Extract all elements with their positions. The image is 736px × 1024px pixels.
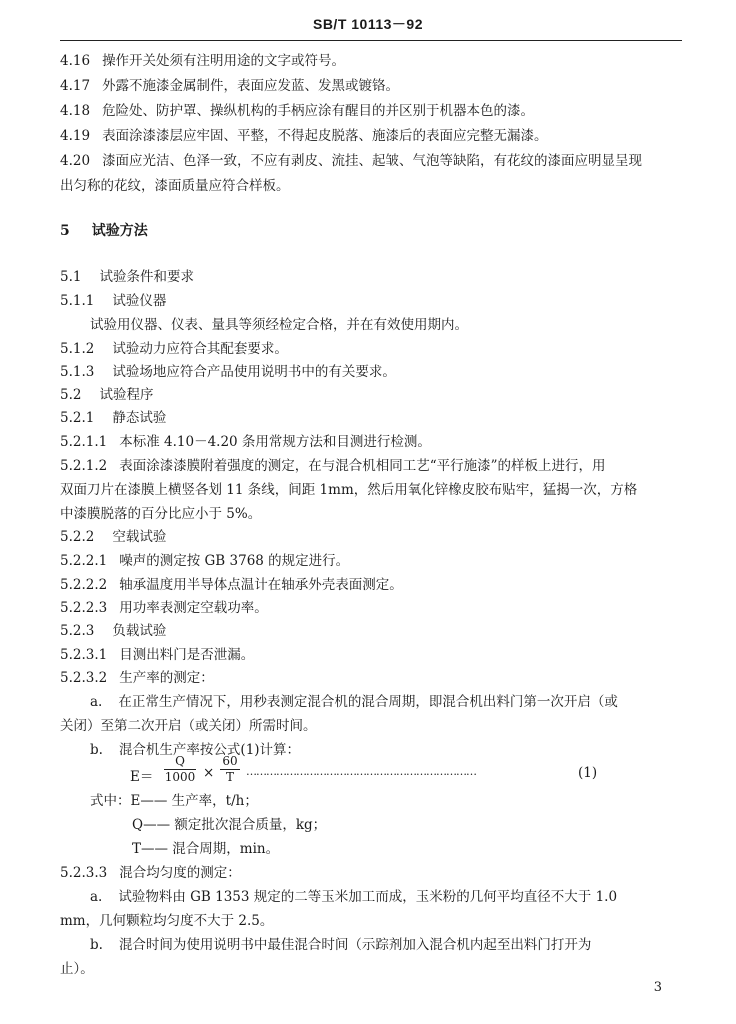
clause-5-2-1: [60, 409, 166, 427]
clause-text: 漆面应光洁、色泽一致，不应有剥皮、流挂、起皱、气泡等缺陷，有花纹的漆面应明显呈现: [102, 153, 643, 169]
clause-number: 5.2.3.1: [60, 647, 108, 663]
clause-text: 空载试验: [112, 529, 167, 545]
clause-number: 5.2.3.3: [60, 865, 108, 881]
clause-text: 轴承温度用半导体点温计在轴承外壳表面测定。: [119, 577, 403, 593]
clause-5-2: [60, 386, 153, 404]
clause-text: 负载试验: [112, 623, 167, 639]
fraction-denominator: T: [225, 770, 234, 784]
section-title: 试验方法: [91, 223, 148, 239]
clause-number: 5.2.1: [60, 410, 95, 426]
clause-text: 试验条件和要求: [99, 269, 194, 285]
equation-number: (1): [578, 765, 598, 781]
clause-number: 5.1.3: [60, 364, 95, 380]
fraction-numerator: Q: [175, 754, 185, 768]
clause-number: 5.2.3: [60, 623, 95, 639]
fraction-60-over-t: [220, 755, 240, 784]
clause-5-2-3-3: [60, 864, 241, 882]
where-e-text: E—— 生产率，t/h；: [130, 793, 258, 809]
where-intro: 式中：: [90, 793, 131, 809]
item-marker: b.: [90, 937, 103, 953]
clause-number: 5.2.3.2: [60, 670, 108, 686]
section-5-heading: [60, 222, 148, 240]
where-e: [90, 792, 258, 810]
clause-text: 生产率的测定：: [119, 670, 214, 686]
clause-number: 4.17: [60, 78, 91, 94]
clause-number: 4.16: [60, 53, 91, 69]
clause-5-2-2-2: [60, 576, 403, 594]
clause-5-2-2-3: [60, 599, 268, 617]
item-marker: a.: [90, 694, 103, 710]
clause-text: 静态试验: [112, 410, 167, 426]
clause-number: 5.1.1: [60, 293, 95, 309]
clause-5-1-2: [60, 340, 288, 358]
clause-5-2-3-1: [60, 646, 254, 664]
item-a-production-line2: 关闭）至第二次开启（或关闭）所需时间。: [60, 718, 317, 734]
fraction-numerator: 60: [222, 754, 238, 768]
section-number: 5: [60, 223, 70, 239]
clause-text: 混合均匀度的测定：: [119, 865, 241, 881]
clause-text: 试验动力应符合其配套要求。: [112, 341, 288, 357]
clause-4-20-continued: 出匀称的花纹，漆面质量应符合样板。: [60, 178, 290, 194]
clause-number: 5.2.1.2: [60, 458, 108, 474]
clause-5-2-3-2: [60, 669, 214, 687]
clause-5-1: [60, 268, 194, 286]
clause-number: 5.1.2: [60, 341, 95, 357]
clause-5-2-1-2: [60, 457, 606, 475]
clause-text: 用功率表测定空载功率。: [119, 600, 268, 616]
item-text: 在正常生产情况下，用秒表测定混合机的混合周期，即混合机出料门第一次开启（或: [118, 694, 618, 710]
fraction-q-over-1000: [164, 755, 196, 784]
clause-number: 4.19: [60, 128, 91, 144]
clause-number: 5.2.1.1: [60, 434, 108, 450]
clause-number: 4.18: [60, 103, 91, 119]
page-number: 3: [653, 980, 662, 995]
item-marker: b.: [90, 742, 103, 758]
clause-5-2-1-1: [60, 433, 431, 451]
clause-4-16: [60, 52, 345, 70]
where-t: T—— 混合周期，min。: [132, 841, 280, 857]
clause-number: 5.2: [60, 387, 82, 403]
clause-text: 危险处、防护罩、操纵机构的手柄应涂有醒目的并区别于机器本色的漆。: [102, 103, 535, 119]
clause-number: 5.2.2: [60, 529, 95, 545]
clause-5-2-3: [60, 622, 166, 640]
clause-5-2-1-2-line3: 中漆膜脱落的百分比应小于 5%。: [60, 506, 262, 522]
formula-lhs: E＝: [130, 769, 154, 785]
clause-text: 表面涂漆漆层应牢固、平整，不得起皮脱落、施漆后的表面应完整无漏漆。: [102, 128, 548, 144]
header-rule: [60, 40, 682, 41]
clause-4-18: [60, 102, 534, 120]
item-text: 试验物料由 GB 1353 规定的二等玉米加工而成，玉米粉的几何平均直径不大于 1.0: [118, 889, 618, 905]
clause-5-1-3: [60, 363, 396, 381]
times-sign: ×: [203, 765, 215, 781]
clause-4-20: [60, 152, 642, 170]
clause-4-17: [60, 77, 399, 95]
clause-text: 目测出料门是否泄漏。: [119, 647, 255, 663]
leader-dots: ……………………………………………………………: [246, 765, 476, 778]
clause-text: 表面涂漆漆膜附着强度的测定，在与混合机相同工艺“平行施漆”的样板上进行，用: [119, 458, 606, 474]
clause-5-2-2: [60, 528, 166, 546]
item-text: 混合机生产率按公式(1)计算：: [118, 742, 301, 758]
clause-text: 试验场地应符合产品使用说明书中的有关要求。: [112, 364, 396, 380]
clause-number: 4.20: [60, 153, 91, 169]
clause-5-1-1: [60, 292, 166, 310]
clause-4-19: [60, 127, 548, 145]
clause-5-1-1-body: 试验用仪器、仪表、量具等须经检定合格，并在有效使用期内。: [90, 317, 468, 333]
item-a-uniformity: [90, 888, 617, 906]
item-text: 混合时间为使用说明书中最佳混合时间（示踪剂加入混合机内起至出料门打开为: [118, 937, 592, 953]
item-b-uniformity: [90, 936, 591, 954]
item-b-uniformity-line2: 止）。: [60, 961, 94, 977]
where-q: Q—— 额定批次混合质量，kg；: [132, 817, 327, 833]
clause-text: 操作开关处须有注明用途的文字或符号。: [102, 53, 346, 69]
clause-5-2-2-1: [60, 552, 349, 570]
clause-text: 外露不施漆金属制件，表面应发蓝、发黑或镀铬。: [102, 78, 400, 94]
item-marker: a.: [90, 889, 103, 905]
clause-number: 5.2.2.1: [60, 553, 108, 569]
clause-5-2-1-2-line2: 双面刀片在漆膜上横竖各划 11 条线，间距 1mm，然后用氧化锌橡皮胶布贴牢，猛揭一次，方格: [60, 482, 638, 498]
clause-number: 5.2.2.2: [60, 577, 108, 593]
clause-text: 试验程序: [99, 387, 154, 403]
clause-text: 本标准 4.10－4.20 条用常规方法和目测进行检测。: [119, 434, 431, 450]
fraction-denominator: 1000: [164, 770, 196, 784]
clause-number: 5.1: [60, 269, 82, 285]
clause-text: 试验仪器: [112, 293, 167, 309]
item-a-uniformity-line2: mm，几何颗粒均匀度不大于 2.5。: [60, 913, 274, 929]
clause-number: 5.2.2.3: [60, 600, 108, 616]
standard-number: SB/T 10113－92: [312, 16, 423, 32]
item-a-production: [90, 693, 618, 711]
clause-text: 噪声的测定按 GB 3768 的规定进行。: [119, 553, 350, 569]
